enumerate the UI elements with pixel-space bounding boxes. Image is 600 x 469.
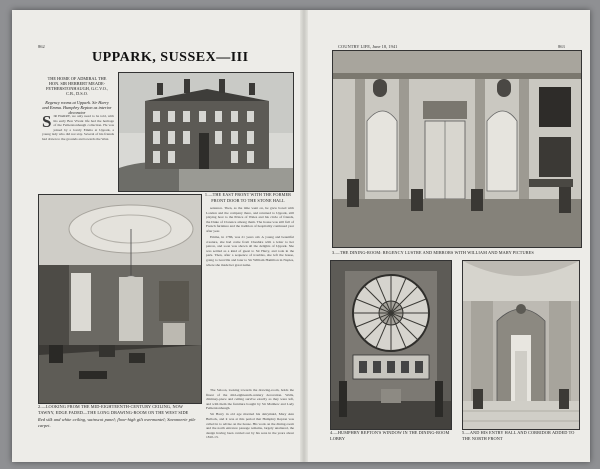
photo-subcaption-2: Red silk and white ceiling, wainscot panel; floor-high gilt overmantel; Savonnerie pile carpet. (38, 417, 196, 428)
kicker-subheading: Regency rooms at Uppark. Sir Harry and Emma. Humphry Repton as interior decorator (42, 100, 112, 115)
article-title: UPPARK, SUSSEX—III (92, 50, 249, 65)
kicker-heading: THE HOME OF ADMIRAL THE HON. SIR HERBERT MEADE-FETHERSTONHAUGH, G.C.V.O., C.B., D.S.O. (45, 76, 109, 96)
right-folio: 863 (558, 44, 565, 49)
photo-east-front (118, 72, 294, 192)
photo-entry-hall (462, 260, 580, 430)
photo-caption-3: 3.—THE DINING-ROOM: REGENCY LUSTRE AND MIRRORS WITH WILLIAM AND MARY PICTURES (332, 250, 534, 255)
text-column-right (206, 206, 294, 386)
body-paragraph: Sir Harry in old age married his dairymaid, Mary Ann Bullock, and it was at this period that Humphry Repton was called in to advise on the house. His work on the dining-room and the north entrance passage remains, largely unaltered, the design having been carried out by his sons in the years about 1810-13. (206, 412, 294, 440)
lead-text: IR HARRY, we only need to be told, with his early Bon Vivant life had the heritage of the Fetherstonhaugh collection. He was joined by a lovely Emma at Uppark, a young lady who did not stay. Several of his friends had drawn to the grounds and towards the West. (42, 114, 114, 141)
photo-repton-window (330, 260, 452, 430)
photo-caption-2: 2.—LOOKING FROM THE MID-EIGHTEENTH-CENTURY CEILING, NOW TAWNY, EDGE FADED—THE LONG DRAWING-ROOM ON THE WEST SIDE (38, 404, 189, 415)
article-kicker (42, 76, 112, 115)
photo-caption-1: 1.—THE EAST FRONT WITH THE FORMER FRONT DOOR TO THE STONE HALL (204, 192, 292, 203)
magazine-spread (12, 10, 590, 462)
body-paragraph: Emma, in 1786, was 21 years old. A young and beautiful creature, she had come from Cheshire with a letter to her patron, and soon was shown all the delights of Uppark. She was settled as a kind of guest to Sir Harry, and rode in the park. Then, after a sequence of troubles, she left the house, going to Greville and later to Sir William Hamilton in Naples, where she made her great name. (206, 235, 294, 267)
photo-caption-5: 5.—AND HIS ENTRY HALL AND CORRIDOR ADDED TO THE NORTH FRONT (462, 430, 575, 441)
photo-dining-room (332, 50, 582, 248)
page-gutter (300, 10, 308, 462)
running-head: COUNTRY LIFE, June 18, 1941 (338, 44, 398, 49)
body-paragraph: sentence. Then, as the time went on, he grew bored with London and the company there, and returned to Uppark, still playing host to the Prince of Wales and his circle of friends, the Duke of Clarence among them. The house was still full of French furniture and the tradition of hospitality continued year after year. (206, 206, 294, 233)
lead-paragraph (42, 114, 114, 189)
text-column-bottom (206, 388, 294, 440)
left-folio: 862 (38, 44, 45, 49)
right-page (308, 10, 590, 462)
body-paragraph: The Saloon, looking towards the drawing-room, holds the finest of the mid-eighteenth-century decoration. Walls, chimney-piece and ceiling survive exactly as they were left, and with them the furniture bought by Sir Matthew and Lady Fetherstonhaugh. (206, 388, 294, 411)
photo-caption-4: 4.—HUMPHRY REPTON'S WINDOW IN THE DINING-ROOM LOBBY (330, 430, 450, 441)
photo-drawing-room (38, 194, 202, 404)
drop-cap: S (42, 112, 52, 131)
left-page (12, 10, 301, 462)
